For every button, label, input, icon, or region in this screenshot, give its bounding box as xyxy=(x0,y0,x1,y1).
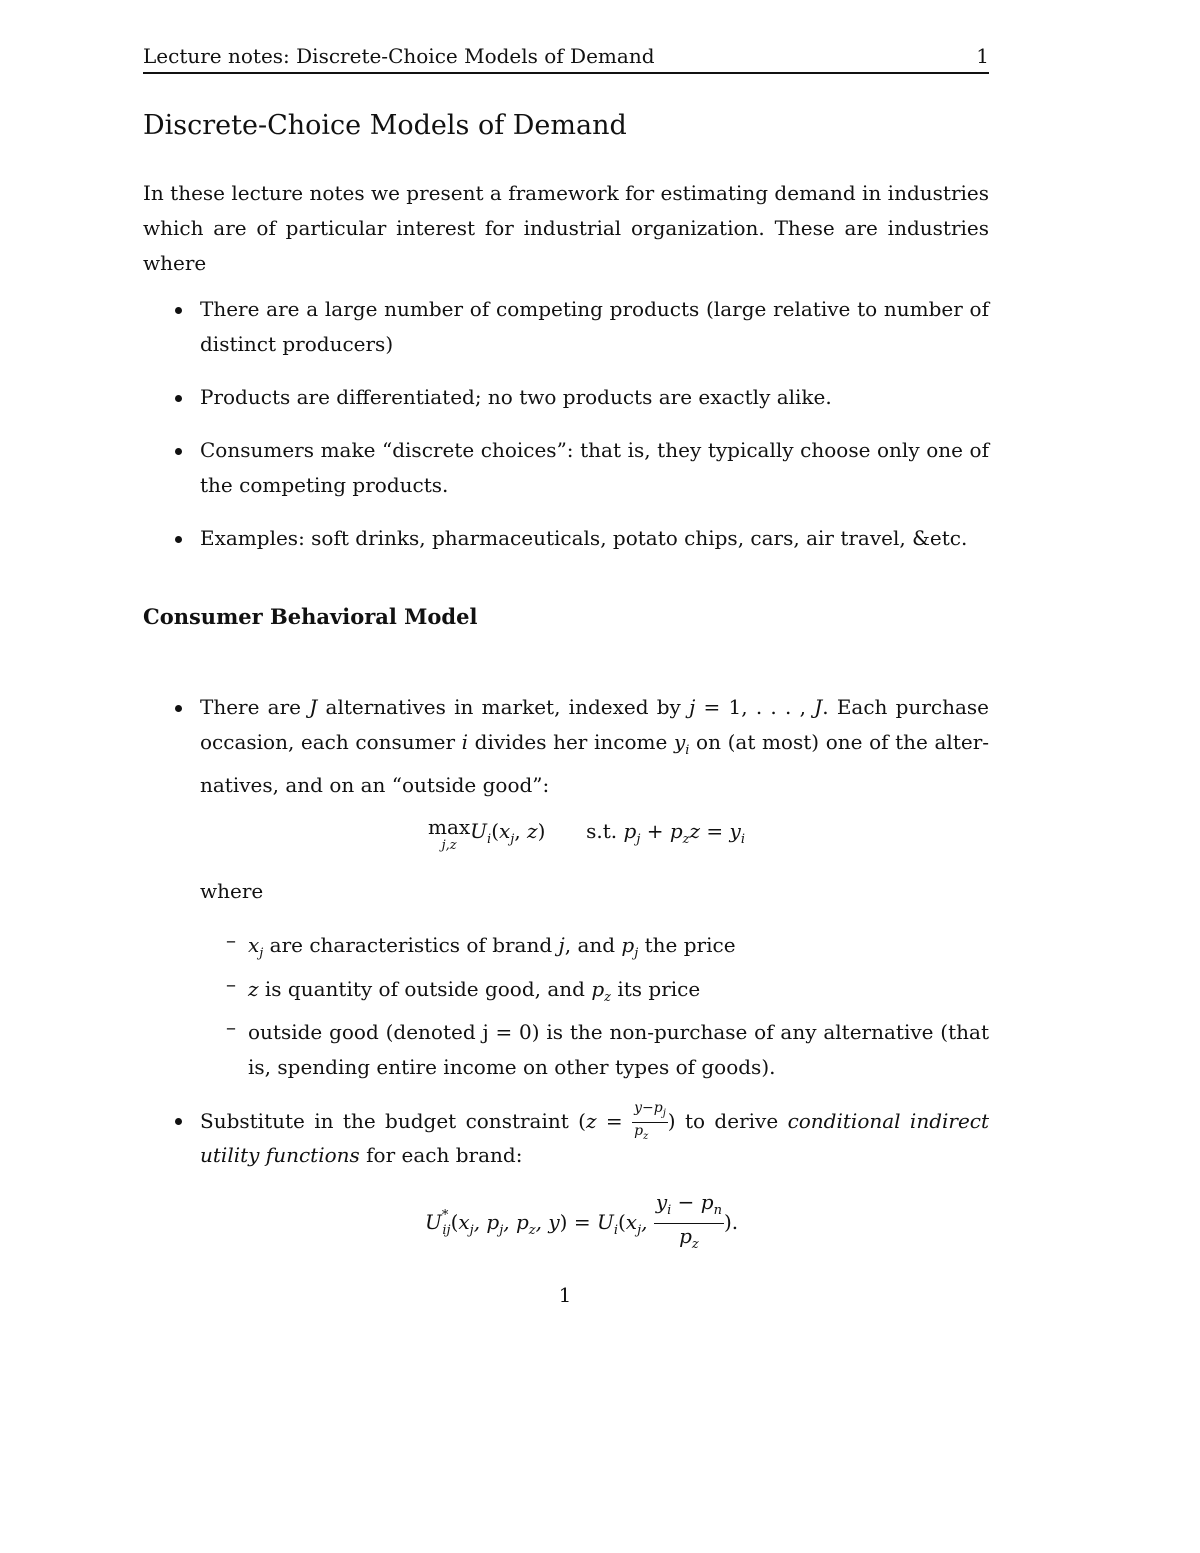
bullet-4-line-1: Examples: soft drinks, pharmaceuticals, potato chips, cars, air travel, &etc. xyxy=(200,526,968,550)
bullet-dot xyxy=(175,705,182,712)
subitem-2: z is quantity of outside good, and $p_z$ its price xyxy=(248,977,701,1005)
bullet-3-line-1: Consumers make “discrete choices”: that is, they typically choose only one of xyxy=(200,438,989,462)
bullet-dot xyxy=(175,536,182,543)
bullet-3-line-2: the competing products. xyxy=(200,473,449,497)
header-page-number: 1 xyxy=(976,44,989,68)
subitem-3-line-1: outside good (denoted j = 0) is the non-purchase of any alternative (that xyxy=(248,1020,989,1044)
intro-paragraph xyxy=(143,176,989,281)
where-label: where xyxy=(200,879,264,903)
bullet-1-line-1: There are a large number of competing products (large relative to number of xyxy=(200,297,989,321)
page-title: Discrete-Choice Models of Demand xyxy=(143,110,627,141)
bullet-item-3 xyxy=(200,433,989,503)
model-bullet-1-line-3: natives, and on an “outside good”: xyxy=(200,773,550,797)
intro-line-2: which are of particular interest for industrial organization. These are industries where xyxy=(143,216,989,275)
dash-marker: – xyxy=(226,928,236,952)
subitem-1: $x_j$ are characteristics of brand j, and $p_j$ the price xyxy=(248,933,736,961)
dash-marker: – xyxy=(226,972,236,996)
model-bullet-2-line-1: Substitute in the budget constraint (z = $\frac{y-p_j}{p_z}$ ) to derive conditional indirect xyxy=(200,1100,990,1142)
subitem-3 xyxy=(248,1015,989,1085)
model-bullet-1-line-1: There are J alternatives in market, indexed by j = 1, . . . , J. Each purchase xyxy=(200,695,990,719)
bullet-2-line-1: Products are differentiated; no two products are exactly alike. xyxy=(200,385,832,409)
model-bullet-1 xyxy=(200,690,989,803)
bullet-1-line-2: distinct producers) xyxy=(200,332,394,356)
running-title: Lecture notes: Discrete-Choice Models of Demand xyxy=(143,44,655,68)
bullet-dot xyxy=(175,307,182,314)
bullet-dot xyxy=(175,1118,182,1125)
bullet-item-2 xyxy=(200,380,989,415)
dash-marker: – xyxy=(226,1015,236,1039)
bullet-dot xyxy=(175,448,182,455)
conditional-indirect-utility-equation: $U^*_{ij}(x_j$, $p_j$, $p_z$, $y) = U_i(x_j$, $\frac{y_i - p_n}{p_z}$ ). xyxy=(425,1190,739,1252)
subitem-3-line-2: is, spending entire income on other types of goods). xyxy=(248,1055,776,1079)
utility-max-equation: max j,z $U_i(x_j$, z) s.t. $p_j + p_zz = y_i$ xyxy=(428,815,746,853)
model-bullet-2 xyxy=(200,1100,989,1173)
bullet-dot xyxy=(175,395,182,402)
model-bullet-2-line-2: utility functions for each brand: xyxy=(200,1143,523,1167)
running-header xyxy=(143,42,989,74)
model-bullet-1-line-2: occasion, each consumer i divides her income $y_i$ on (at most) one of the alter- xyxy=(200,730,990,758)
bullet-item-4 xyxy=(200,521,989,556)
bullet-item-1 xyxy=(200,292,989,362)
footer-page-number: 1 xyxy=(558,1283,572,1307)
section-heading: Consumer Behavioral Model xyxy=(143,604,478,629)
intro-line-1: In these lecture notes we present a framework for estimating demand in industries xyxy=(143,181,989,205)
